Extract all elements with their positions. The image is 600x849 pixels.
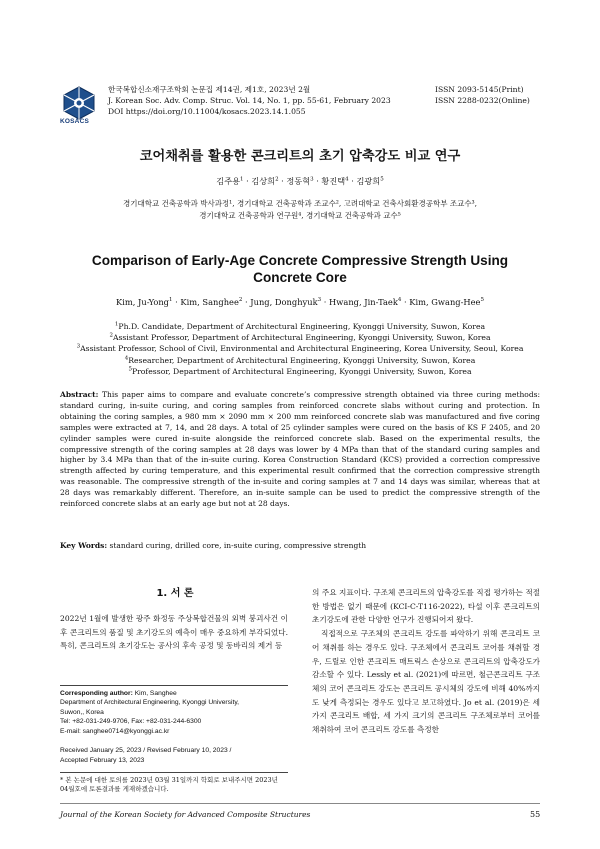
affiliation-en-5: $^5$Professor, Department of Architectural Engineering, Kyonggi University, Suwon, Korea: [128, 366, 472, 376]
author-ko-5: 김광희: [356, 176, 381, 186]
abstract: [60, 390, 540, 510]
keywords-label: Key Words:: [60, 541, 108, 550]
issn-block: [435, 84, 530, 106]
body-paragraph: 직접적으로 구조체의 콘크리트 강도를 파악하기 위해 콘크리트 코어 채취를 하는 경우도 있다. 구조체에서 콘크리트 코어를 채취할 경우, 드릴로 인한 콘크리트 매트릭스 손상으로 콘크리트의 압축강도가 감소할 수 있다. Lessly et al. (2021)에 따르면, 철근콘크리트 구조체의 코어 콘크리트 강도는 콘크리트 공시체의 강도에 비해 40%까지도 낮게 측정되는 경우도 있다고 보고하였다. Jo et al. (2019)은 세 가지 콘크리트 배합, 세 가지 크기의 콘크리트 구조체로부터 코어를 채취하여 코어 콘크리트 강도를 측정한: [312, 629, 540, 735]
author-ko-1: 김주용: [216, 176, 241, 186]
keywords-text: standard curing, drilled core, in-suite curing, compressive strength: [109, 541, 367, 550]
discussion-note: * 본 논문에 대한 토의를 2023년 03월 31일까지 학회로 보내주시면 2023년 04월호에 토론결과를 게재하겠습니다.: [60, 776, 278, 793]
issn-print: ISSN 2093-5145(Print): [435, 85, 524, 94]
affiliation-ko-line2: 경기대학교 건축공학과 연구원⁴, 경기대학교 건축공학과 교수⁵: [199, 211, 401, 220]
affiliation-ko-line1: 경기대학교 건축공학과 박사과정¹, 경기대학교 건축공학과 조교수², 고려대학교 건축사회환경공학부 조교수³,: [122, 199, 478, 208]
affiliation-en-4: $^4$Researcher, Department of Architectural Engineering, Kyonggi University, Suwon, Korea: [124, 355, 476, 365]
body-paragraph: 의 주요 지표이다. 구조체 콘크리트의 압축강도를 직접 평가하는 적절한 방법은 없기 때문에 (KCI-C-T116-2022), 타설 이후 콘크리트의 초기강도에 관한 다양한 연구가 진행되어져 왔다.: [312, 588, 540, 625]
issn-online: ISSN 2288-0232(Online): [435, 96, 530, 106]
title-english: [40, 252, 560, 286]
body-left-column: [60, 612, 288, 653]
doi-link[interactable]: DOI https://doi.org/10.11004/kosacs.2023.14.1.055: [108, 107, 306, 117]
body-paragraph: 2022년 1월에 발생한 광주 화정동 주상복합건물의 외벽 붕괴사건 이후 콘크리트의 품질 및 초기강도의 예측이 매우 중요하게 부각되었다. 특히, 콘크리트의 초기강도는 공사의 후속 공정 및 동바리의 제거 등: [60, 614, 288, 651]
journal-name-ko: 한국복합신소재구조학회 논문집 제14권, 제1호, 2023년 2월: [108, 85, 311, 94]
corresponding-author: Corresponding author: Kim, Sanghee Department of Architectural Engineering, Kyonggi University, Suwon,, Korea Tel: +82-031-249-9706, Fax: +82-031-244-6300 E-mail: sanghee0714@kyonggi.ac.kr: [60, 689, 288, 736]
affiliation-en-2: $^2$Assistant Professor, Department of Architectural Engineering, Kyonggi University, Suwon, Korea: [109, 332, 491, 343]
divider: [60, 685, 288, 686]
affiliations-korean: [0, 198, 600, 222]
received-dates: Received January 25, 2023 / Revised February 10, 2023 / Accepted February 13, 2023: [60, 747, 232, 764]
abstract-text: This paper aims to compare and evaluate concrete’s compressive strength obtained via three curing methods: standard curing, in-suite curing, and coring samples from reinforced concrete slabs without curing and protection. In obtaining the coring samples, a 980 mm × 2090 mm × 200 mm reinforced concrete slab was manufactured and five coring samples were extracted at 7, 14, and 28 days. A total of 25 cylinder samples were cured on the basis of KS F 2405, and 20 cylinder samples were cured in-suite alongside the reinforced concrete slab. Based on the experimental results, the compressive strength of the coring samples at 28 days was lower by 4 MPa than that of the standard curing samples and higher by 3.4 MPa than that of the in-suite curing. Korea Construction Standard (KCS) provided a correction compressive strength affected by curing temperature, and this experimental result confirmed that the correction compressive strength was reasonable. The compressive strength of the in-suite and coring samples at 7 and 14 days was similar, whereas that at 28 days was remarkably different. Therefore, an in-suite sample can be used to predict the compressive strength of the reinforced concrete slabs at an early age but not at 28 days.: [60, 390, 540, 509]
affiliation-en-1: $^1$Ph.D. Candidate, Department of Architectural Engineering, Kyonggi University, Suwon, Korea: [114, 321, 486, 331]
title-en-line1: Comparison of Early-Age Concrete Compressive Strength Using: [91, 253, 509, 268]
journal-name-en: J. Korean Soc. Adv. Comp. Struc. Vol. 14, No. 1, pp. 55-61, February 2023: [108, 96, 391, 106]
title-en-line2: Concrete Core: [253, 270, 347, 285]
body-right-column: [312, 586, 540, 737]
title-korean: 코어채취를 활용한 콘크리트의 초기 압축강도 비교 연구: [139, 149, 461, 164]
authors-korean: 김주용$^1$ · 김상희$^2$ · 정동혁$^3$ · 황진택$^4$ · 김광희$^5$: [216, 176, 384, 186]
affiliations-english: [0, 321, 600, 377]
page-number: 55: [530, 810, 541, 819]
authors-english: Kim, Ju-Yong$^1$ · Kim, Sanghee$^2$ · Jung, Donghyuk$^3$ · Hwang, Jin-Taek$^4$ · Kim, Gwang-Hee$^5$: [116, 297, 484, 307]
affiliation-en-3: $^3$Assistant Professor, School of Civil, Environmental and Architectural Engineering, Korea University, Seoul, Korea: [76, 343, 524, 354]
author-ko-4: 황진택: [321, 176, 346, 186]
author-ko-2: 김상희: [251, 176, 276, 186]
author-ko-3: 정동혁: [286, 176, 311, 186]
footer-journal: Journal of the Korean Society for Advanced Composite Structures: [60, 810, 311, 819]
divider: [60, 772, 288, 773]
logo-text: KOSACS: [60, 118, 90, 125]
journal-header: [108, 84, 408, 118]
email-link[interactable]: E-mail: sanghee0714@kyonggi.ac.kr: [60, 727, 170, 735]
journal-logo: [62, 86, 96, 120]
footer-divider: [60, 803, 540, 804]
abstract-label: Abstract:: [60, 390, 99, 399]
section-title: 1. 서 론: [156, 588, 194, 599]
keywords: [60, 541, 540, 550]
